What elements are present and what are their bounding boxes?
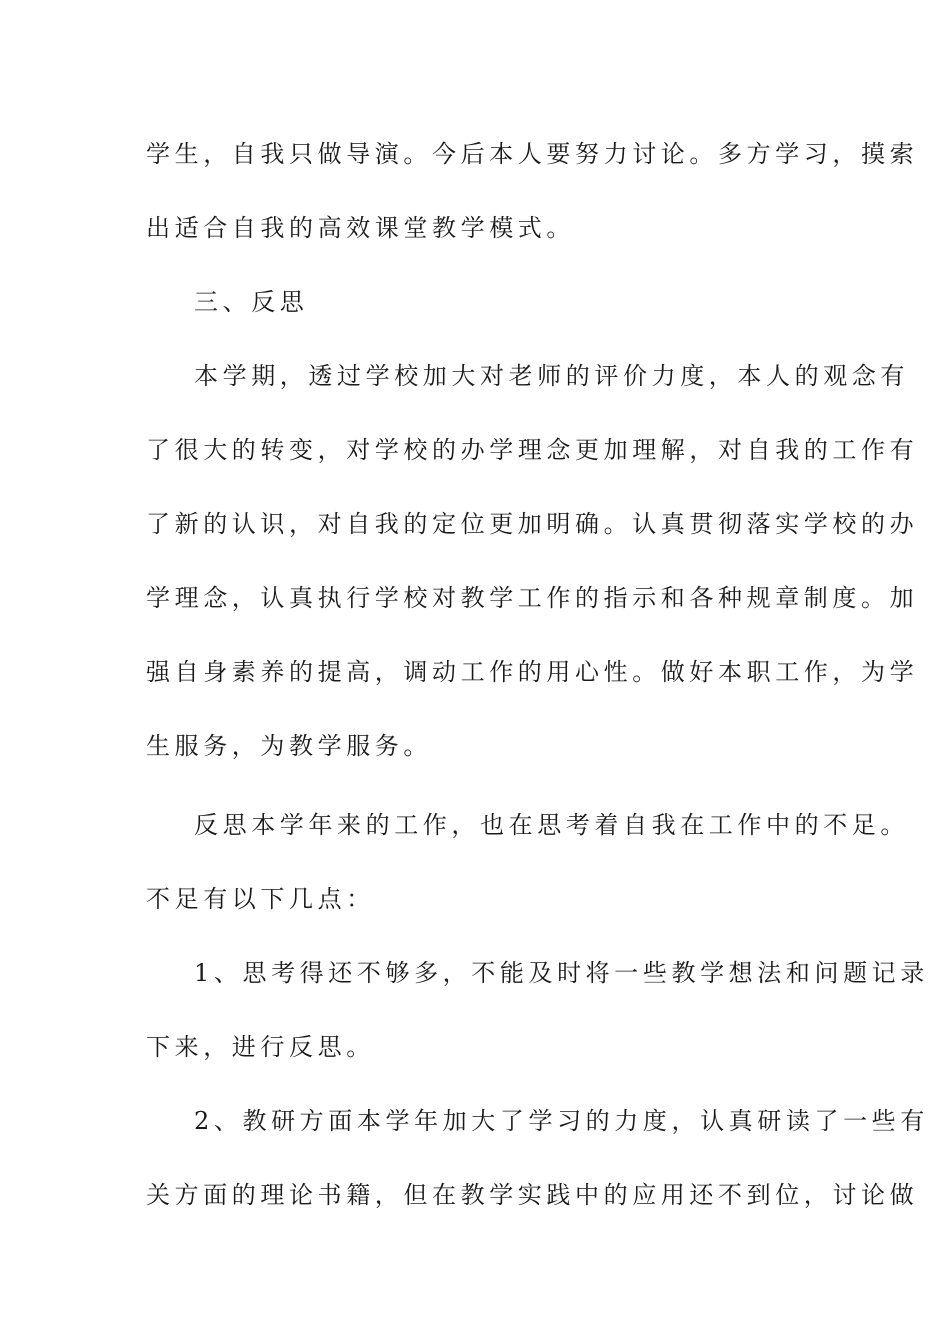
text-line: 学理念，认真执行学校对教学工作的指示和各种规章制度。加 [146,584,919,612]
text-line: 不足有以下几点： [146,885,375,913]
text-line: 了很大的转变，对学校的办学理念更加理解，对自我的工作有 [146,436,919,464]
text-line: 下来，进行反思。 [146,1033,375,1061]
list-item: 1、思考得还不够多，不能及时将一些教学想法和问题记录 [194,959,929,987]
text-line: 反思本学年来的工作，也在思考着自我在工作中的不足。 [194,811,909,839]
text-line: 关方面的理论书籍，但在教学实践中的应用还不到位，讨论做 [146,1181,919,1209]
list-item: 2、教研方面本学年加大了学习的力度，认真研读了一些有 [194,1107,929,1135]
text-line: 了新的认识，对自我的定位更加明确。认真贯彻落实学校的办 [146,510,919,538]
section-heading: 三、反思 [194,288,309,316]
text-line: 生服务，为教学服务。 [146,732,432,760]
text-line: 学生，自我只做导演。今后本人要努力讨论。多方学习，摸索 [146,140,919,168]
text-line: 本学期，透过学校加大对老师的评价力度，本人的观念有 [194,362,909,390]
text-line: 出适合自我的高效课堂教学模式。 [146,214,575,242]
text-line: 强自身素养的提高，调动工作的用心性。做好本职工作，为学 [146,658,919,686]
